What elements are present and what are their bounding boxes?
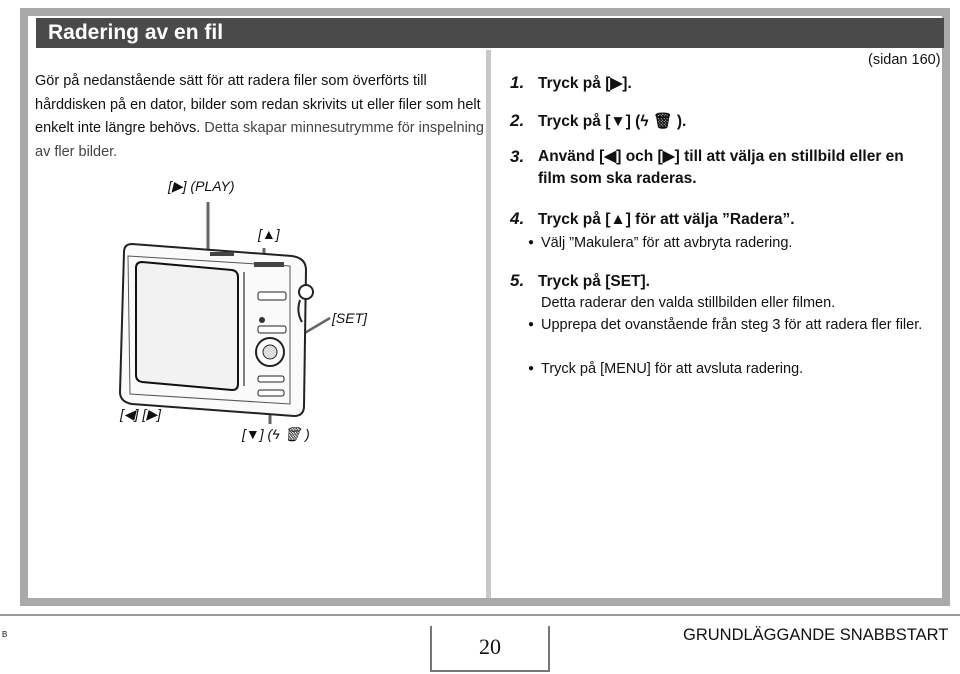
step-2: 2. Tryck på [▼] (ϟ 🗑 ). bbox=[510, 111, 687, 130]
step-5: 5. Tryck på [SET]. bbox=[510, 271, 650, 290]
step-4-bullet: ● Välj ”Makulera” för att avbryta radering. bbox=[528, 235, 793, 251]
page-number-box bbox=[430, 626, 550, 672]
step-3-text: Använd [◀] och [▶] till att välja en stillbild eller en film som ska raderas. bbox=[538, 148, 904, 187]
footer-rule bbox=[0, 614, 960, 616]
set-button-label: [SET] bbox=[332, 310, 368, 326]
step-5-note: Detta raderar den valda stillbilden eller filmen. bbox=[541, 295, 836, 311]
step-2-text: Tryck på [▼] (ϟ 🗑 ). bbox=[538, 113, 687, 130]
step-4: 4. Tryck på [▲] för att välja ”Radera”. bbox=[510, 209, 795, 228]
step-4-text: Tryck på [▲] för att välja ”Radera”. bbox=[538, 211, 795, 228]
page-reference: (sidan 160) bbox=[868, 52, 941, 68]
section-title: GRUNDLÄGGANDE SNABBSTART bbox=[683, 626, 949, 644]
step-1-text: Tryck på [▶]. bbox=[538, 75, 632, 92]
corner-mark: B bbox=[2, 630, 8, 639]
step-5-text: Tryck på [SET]. bbox=[538, 273, 650, 290]
left-right-button-label: [◀] [▶] bbox=[120, 406, 161, 422]
step-5-bullet-1: ● Upprepa det ovanstående från steg 3 för att radera fler filer. bbox=[528, 317, 923, 333]
up-button-label: [▲] bbox=[258, 226, 280, 242]
page-title: Radering av en fil bbox=[48, 21, 224, 44]
play-button-label: [▶] (PLAY) bbox=[168, 178, 235, 194]
intro-text-tail: Detta skapar minnesutrymme för inspelning av fler bilder. bbox=[35, 120, 484, 160]
step-5-bullet-2: ● Tryck på [MENU] för att avsluta radering. bbox=[528, 361, 804, 377]
step-1: 1. Tryck på [▶]. bbox=[510, 73, 632, 92]
page-number: 20 bbox=[479, 634, 501, 659]
intro-text: Gör på nedanstående sätt för att radera filer som överförts till hårddisken på en dator, bilder som redan skrivits ut eller filer som helt enkelt inte längre behövs. bbox=[35, 73, 481, 136]
step-3: 3. Använd [◀] och [▶] till att välja en stillbild eller en film som ska raderas. bbox=[510, 146, 930, 190]
down-button-label: [▼] (ϟ 🗑 ) bbox=[242, 426, 310, 442]
